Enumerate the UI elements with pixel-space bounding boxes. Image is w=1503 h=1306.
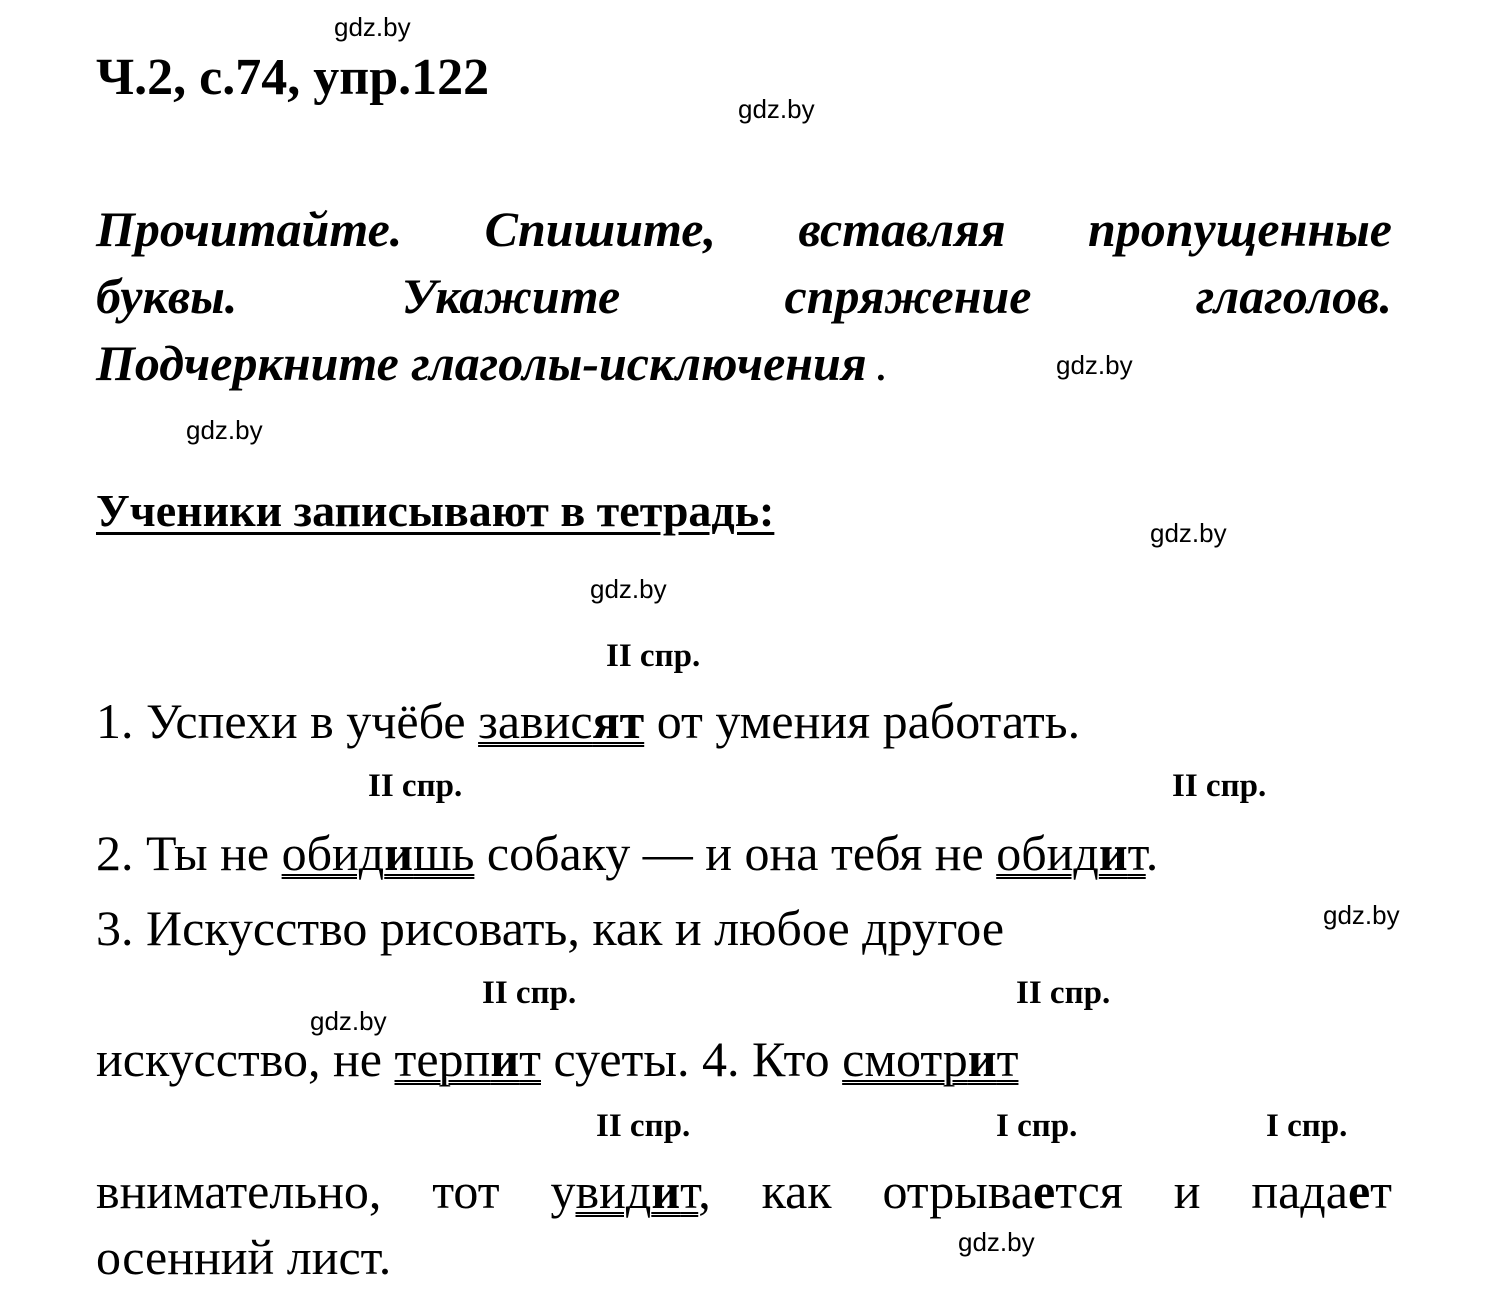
text-fragment: тся и пада xyxy=(1055,1163,1348,1219)
verb-stem: обид xyxy=(996,825,1099,881)
sentence-line-2 xyxy=(96,824,1158,882)
sentence-line-5 xyxy=(96,1162,1392,1220)
verb-tail: шь xyxy=(413,825,475,881)
verb-obidish xyxy=(282,825,475,881)
verb-ending: е xyxy=(1347,1163,1371,1219)
verb-obidit xyxy=(996,825,1146,881)
watermark: gdz.by xyxy=(310,1006,387,1036)
task-line-1: Прочитайте. Спишите, вставляя пропущенные xyxy=(96,201,1392,257)
verb-ending: и xyxy=(1098,825,1128,881)
watermark: gdz.by xyxy=(590,574,667,604)
text-fragment: т xyxy=(1370,1163,1393,1219)
watermark: gdz.by xyxy=(334,12,411,42)
text-fragment: собаку — и она тебя не xyxy=(474,825,997,881)
verb-stem: обид xyxy=(281,825,385,881)
text-fragment: внимательно, тот у xyxy=(96,1163,576,1219)
watermark: gdz.by xyxy=(186,415,263,445)
verb-ending: е xyxy=(1033,1163,1056,1219)
verb-ending: и xyxy=(384,825,414,881)
sentence-line-1 xyxy=(96,692,1080,750)
watermark: gdz.by xyxy=(738,94,815,124)
verb-ending: и xyxy=(490,1031,520,1087)
text-fragment: искусство, не xyxy=(96,1031,395,1087)
verb-stem: завис xyxy=(478,693,593,749)
verb-stem: терп xyxy=(394,1031,491,1087)
conjugation-label: II спр. xyxy=(596,1108,691,1144)
conjugation-label: I спр. xyxy=(996,1108,1078,1144)
page-title: Ч.2, с.74, упр.122 xyxy=(96,49,490,106)
text-fragment: 2. Ты не xyxy=(96,825,282,881)
watermark: gdz.by xyxy=(1150,518,1227,548)
task-line-3 xyxy=(96,334,887,392)
section-heading: Ученики записывают в тетрадь: xyxy=(96,485,775,536)
sentence-line-6: осенний лист. xyxy=(96,1229,392,1285)
verb-uvidit xyxy=(576,1163,699,1219)
watermark: gdz.by xyxy=(1056,350,1133,380)
text-fragment: , как отрыва xyxy=(698,1163,1034,1219)
verb-tail: т xyxy=(680,1163,699,1219)
verb-tail: т xyxy=(519,1031,541,1087)
verb-ending: и xyxy=(651,1163,681,1219)
text-fragment: 1. Успехи в учёбе xyxy=(96,693,479,749)
verb-ending: и xyxy=(967,1031,997,1087)
text-fragment: от умения работать. xyxy=(644,693,1081,749)
conjugation-label: I спр. xyxy=(1266,1108,1348,1144)
task-line-3-text: Подчеркните глаголы-исключения xyxy=(96,335,867,391)
task-line-3-period: . xyxy=(874,335,888,391)
text-fragment: . xyxy=(1145,825,1159,881)
watermark: gdz.by xyxy=(958,1227,1035,1257)
watermark: gdz.by xyxy=(1323,900,1400,930)
verb-ending: ят xyxy=(592,693,645,749)
verb-zavisyat xyxy=(478,693,644,749)
conjugation-label: II спр. xyxy=(482,975,577,1011)
conjugation-label: II спр. xyxy=(606,638,701,674)
text-fragment: суеты. 4. Кто xyxy=(540,1031,843,1087)
sentence-line-4 xyxy=(96,1030,1018,1088)
verb-tail: т xyxy=(1127,825,1146,881)
conjugation-label: II спр. xyxy=(1172,768,1267,804)
verb-terpit xyxy=(395,1031,541,1087)
conjugation-label: II спр. xyxy=(1016,975,1111,1011)
sentence-line-3: 3. Искусство рисовать, как и любое другое xyxy=(96,900,1005,956)
verb-stem: смотр xyxy=(842,1031,968,1087)
verb-tail: т xyxy=(996,1031,1019,1087)
verb-smotrit xyxy=(842,1031,1018,1087)
conjugation-label: II спр. xyxy=(368,768,463,804)
verb-stem: вид xyxy=(575,1163,652,1219)
task-line-2: буквы. Укажите спряжение глаголов. xyxy=(96,268,1392,324)
